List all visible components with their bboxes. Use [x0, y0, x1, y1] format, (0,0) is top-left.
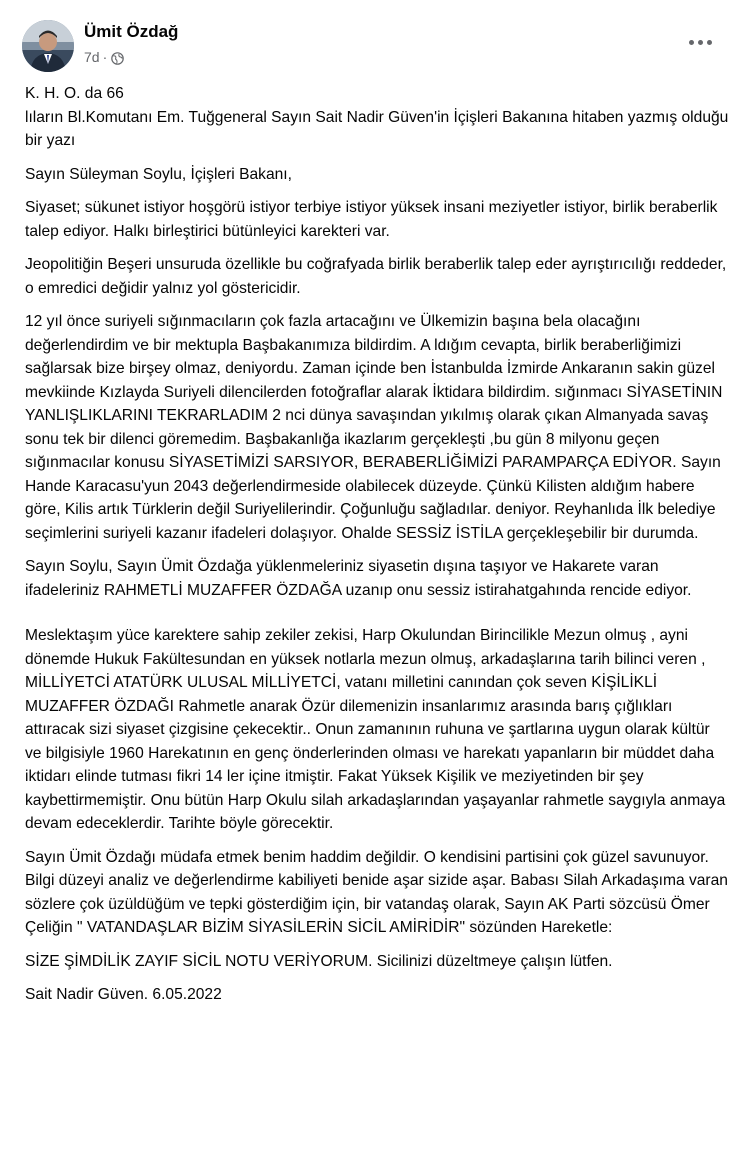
avatar-image: [22, 20, 74, 72]
more-options-button[interactable]: [682, 26, 718, 58]
globe-icon[interactable]: [111, 51, 124, 64]
post-signature: Sait Nadir Güven. 6.05.2022: [25, 986, 222, 1003]
post-paragraph: Sayın Süleyman Soylu, İçişleri Bakanı,: [25, 165, 292, 183]
post-header: [0, 0, 732, 80]
more-horizontal-icon: [689, 40, 712, 45]
post-paragraph: Siyaset; sükunet istiyor hoşgörü istiyor terbiye istiyor yüksek insani meziyetler istiyor, birlik beraberlik talep ediyor. Halkı birleştirici bütünleyici karekteri var.: [25, 199, 718, 240]
post-paragraph: K. H. O. da 66 lıların Bl.Komutanı Em. Tuğgeneral Sayın Sait Nadir Güven'in İçişleri Bakanına hitaben yazmış olduğu bir yazı: [25, 85, 729, 149]
post-text: [25, 82, 730, 1007]
post-paragraph: 12 yıl önce suriyeli sığınmacıların çok fazla artacağını ve Ülkemizin başına bela olacağını değerlendirdim ve bir mektupla Başbakanımıza bildirdim. A ldığım cevapta, birlik beraberliğimizi sağlarsak bize birşey olmaz, deniyordu. Zaman içinde ben İstanbulda İzmirde Ankaranın sakin güzel mevkiinde Kızlayda Suriyeli dilencilerden fotoğraflar alarak İktidara bildirdim. sığınmacı SİYASETİNIN YANLIŞLIKLARINI TEKRARLADIM 2 nci dünya savaşından yıkılmış olarak çıkan Almanyada savaş sonu tek bir dilenci göremedim. Başbakanlığa ikazlarım gerçekleşti ,bu gün 8 milyonu geçen sığınmacılar konusu SİYASETİMİZİ SARSIYOR, BERABERLİĞİMİZİ PARAMPARÇA EDİYOR. Sayın Hande Karacasu'yun 2043 değerlendirmeside olabilecek düzeyde. Çünkü Kilisten aldığım habere göre, Kilis artık Türklerin değil Suriyelilerindir. Çoğunluğu sağladılar. deniyor. Reyhanlıda İlk belediye seçimlerini suriyeli kazanır ifadeleri dolaşıyor. Ohalde SESSİZ İSTİLA gerçekleşebilir bir durumda.: [25, 313, 723, 542]
post-paragraph: Jeopolitiğin Beşeri unsuruda özellikle bu coğrafyada birlik beraberlik talep eder ayrıştırıcılığı reddeder, o emredici değidir yalnız yol göstericidir.: [25, 256, 727, 297]
post-paragraph: Meslektaşım yüce karektere sahip zekiler zekisi, Harp Okulundan Birincilikle Mezun olmuş , ayni dönemde Hukuk Fakültesundan en yüksek notlarla mezun olmuş, arkadaşlarına tarih bilinci veren , MİLLİYETCİ ATATÜRK ULUSAL MİLLİYETCİ, vatanı milletini canından çok seven KİŞİLİKLİ MUZAFFER ÖZDAĞI Rahmetle anarak Özür dilemenizin insanlarımız arasında barış çığlıkları attıracak sizi siyaset çizgisine çekecektir.. Onun zamanının ruhuna ve şartlarına uygun olarak kültür ve bilgisiyle 1960 Harekatının en genç önderlerinden olması ve harekatı yapanların bir müddet daha iktidarı elinde tutması fikri 14 ler içine itmiştir. Fakat Yüksek Kişilik ve meziyetinden bir şey kaybettirmemiştir. Onu bütün Harp Okulu silah arkadaşlarından yaşayanlar rahmetle saygıyla anmaya devam edeceklerdir. Tarihte böyle görecektir.: [25, 627, 726, 832]
post-meta: [84, 48, 124, 66]
post-paragraph: Sayın Ümit Özdağı müdafa etmek benim haddim değildir. O kendisini partisini çok güzel savunuyor. Bilgi düzeyi analiz ve değerlendirme kabiliyeti benide aşar sizide aşar. Babası Silah Arkadaşıma varan sözlere çok üzüldüğüm ve tepki gösterdiğim için, bir vatandaş olarak, Sayın AK Parti sözcüsü Ömer Çeliğin " VATANDAŞLAR BİZİM SİYASİLERİN SİCİL AMİRİDİR" sözünden Hareketle:: [25, 848, 728, 936]
post-paragraph: SİZE ŞİMDİLİK ZAYIF SİCİL NOTU VERİYORUM. Sicilinizi düzeltmeye çalışın lütfen.: [25, 952, 613, 970]
author-avatar[interactable]: [22, 20, 74, 72]
meta-separator: ·: [102, 49, 108, 65]
post-timestamp[interactable]: 7d: [84, 49, 100, 65]
author-name[interactable]: Ümit Özdağ: [84, 22, 179, 41]
post-paragraph: Sayın Soylu, Sayın Ümit Özdağa yüklenmeleriniz siyasetin dışına taşıyor ve Hakarete varan ifadeleriniz RAHMETLİ MUZAFFER ÖZDAĞA uzanıp onu sessiz istirahatgahında rencide ediyor.: [25, 558, 692, 599]
